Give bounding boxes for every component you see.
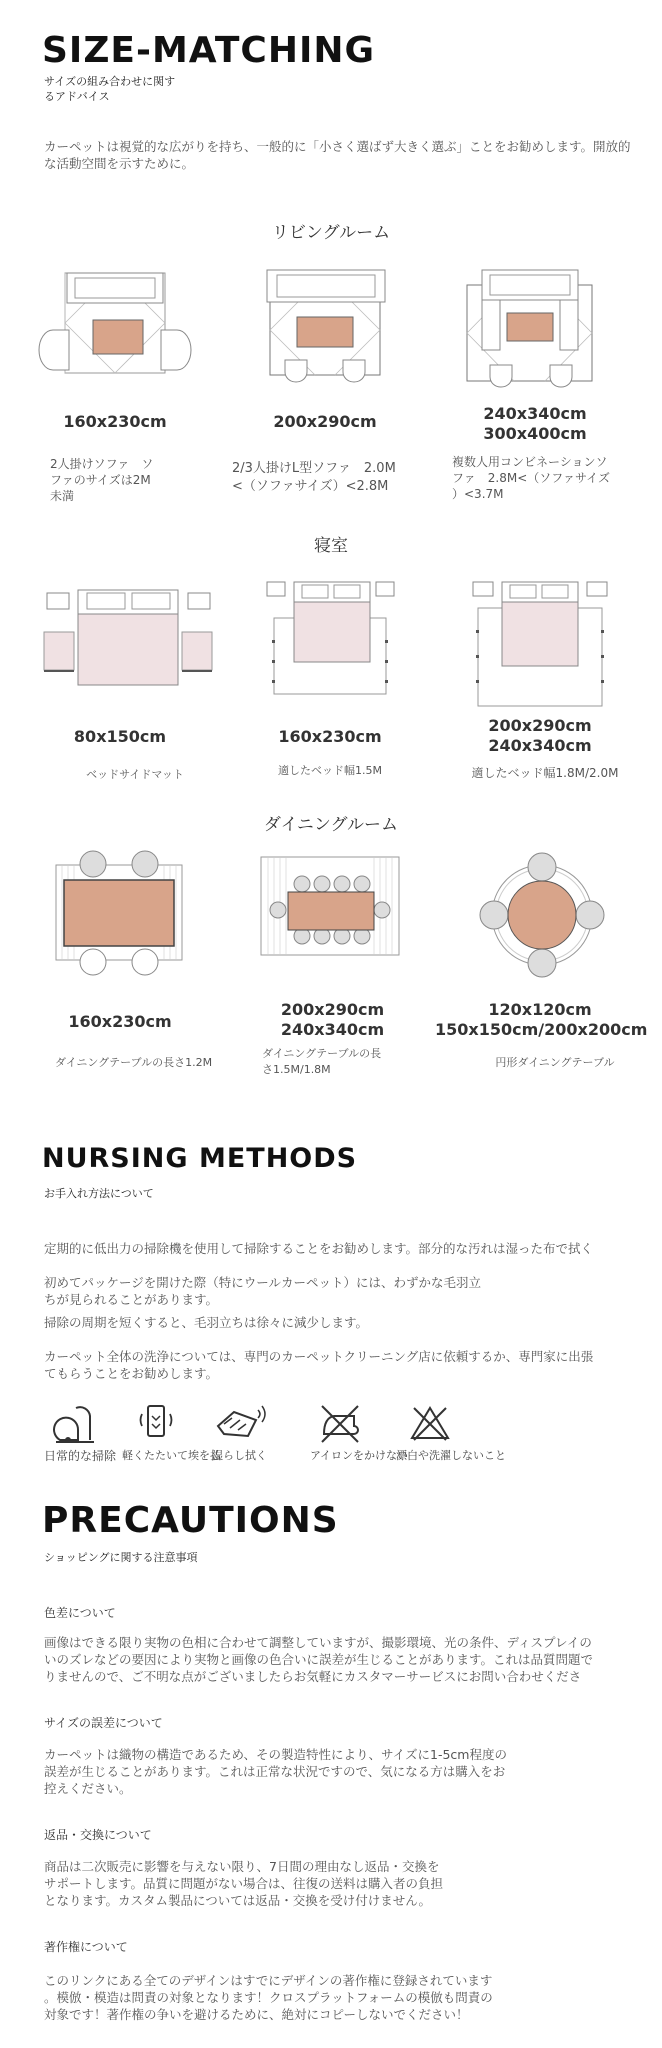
no-iron-label: アイロンをかけない: [310, 1449, 409, 1462]
dining-size-3-b: 150x150cm/200x200cm: [435, 1020, 648, 1039]
bedroom-size-3: [460, 716, 620, 756]
shake-label: 軽くたたいて埃を払: [122, 1449, 221, 1462]
living-size-3-a: 240x340cm: [483, 404, 587, 423]
nursing-paragraph-2: [44, 1274, 662, 1308]
bedroom-size-1: 80x150cm: [73, 727, 167, 746]
living-room-title: リビングルーム: [271, 223, 391, 243]
returns-l1: 商品は二次販売に影響を与えない限り、7日間の理由なし返品・交換を: [44, 1859, 440, 1874]
dining-caption-2-l1: ダイニングテーブルの長: [262, 1047, 382, 1060]
precautions-subtitle: ショッピングに関する注意事項: [44, 1551, 198, 1564]
nursing-title: NURSING METHODS: [42, 1143, 358, 1174]
living-desc-1: [50, 456, 190, 504]
color-diff-l2: いのズレなどの要因により実物と画像の色合いに誤差が生じることがあります。これは品質問題で: [44, 1652, 594, 1667]
size-error-heading: サイズの誤差について: [44, 1716, 163, 1730]
size-error-text: [44, 1746, 662, 1797]
intro-line1: カーペットは視覚的な広がりを持ち、一般的に「小さく選ばず大きく選ぶ」ことをお勧めします。開放的: [44, 139, 631, 154]
living-desc-1-l3: 未満: [50, 489, 75, 503]
no-bleach-label: 漂白や洗濯しないこと: [396, 1449, 506, 1462]
living-desc-3-l3: ）<3.7M: [452, 487, 504, 501]
dining-caption-1: ダイニングテーブルの長さ1.2M: [55, 1056, 213, 1069]
dining-size-3-a: 120x120cm: [488, 1000, 592, 1019]
size-matching-title: SIZE-MATCHING: [42, 30, 376, 71]
living-desc-1-l2: ファのサイズは2M: [50, 473, 151, 487]
living-desc-3-l1: 複数人用コンビネーションソ: [452, 455, 608, 469]
returns-heading: 返品・交換について: [44, 1828, 152, 1842]
dining-illustration-3: [477, 850, 607, 980]
living-size-3: [450, 404, 620, 444]
copyright-l3: 対象です！著作権の争いを避けるために、絶対にコピーしないでください！: [44, 2007, 469, 2022]
size-error-l1: カーペットは織物の構造であるため、その製造特性により、サイズに1-5cm程度の: [44, 1747, 507, 1762]
copyright-l1: このリンクにある全てのデザインはすでにデザインの著作権に登録されています: [44, 1973, 493, 1988]
living-illustration-1: [45, 268, 185, 378]
nursing-paragraph-3: 掃除の周期を短くすると、毛羽立ちは徐々に減少します。: [44, 1315, 369, 1330]
living-illustration-2: [255, 265, 395, 395]
nursing-p2-l1: 初めてパッケージを開けた際（特にウールカーペット）には、わずかな毛羽立: [44, 1275, 482, 1290]
size-error-l2: 誤差が生じることがあります。これは正常な状況ですので、気になる方は購入をお: [44, 1764, 506, 1779]
dining-size-3: [435, 1000, 648, 1040]
living-desc-3: [452, 454, 652, 502]
returns-l3: となります。カスタム製品については返品・交換を受け付けません。: [44, 1893, 432, 1908]
living-desc-1-l1: 2人掛けソファ ソ: [50, 457, 154, 471]
nursing-p4-l2: てもらうことをお勧めします。: [44, 1366, 219, 1381]
nursing-paragraph-4: [44, 1348, 662, 1382]
living-desc-2-l2: <（ソファサイズ）<2.8M: [232, 479, 389, 494]
wipe-icon: [214, 1402, 270, 1442]
living-illustration-3: [462, 265, 602, 395]
size-error-l3: 控えください。: [44, 1781, 132, 1796]
copyright-text: [44, 1972, 662, 2023]
no-bleach-icon: [410, 1404, 450, 1444]
dining-caption-2-l2: さ1.5M/1.8M: [262, 1063, 331, 1076]
nursing-paragraph-1: 定期的に低出力の掃除機を使用して掃除することをお勧めします。部分的な汚れは湿った布で拭く: [44, 1241, 594, 1256]
color-diff-l1: 画像はできる限り実物の色相に合わせて調整していますが、撮影環境、光の条件、ディスプレイの: [44, 1635, 592, 1650]
dining-size-1: 160x230cm: [68, 1012, 172, 1031]
returns-text: [44, 1858, 662, 1909]
dining-room-title: ダイニングルーム: [263, 815, 399, 835]
bedroom-title: 寝室: [314, 536, 348, 556]
living-desc-2: [232, 460, 432, 496]
returns-l2: サポートします。品質に問題がない場合は、往復の送料は購入者の負担: [44, 1876, 444, 1891]
size-matching-intro: [44, 138, 654, 172]
living-desc-3-l2: ファ 2.8M<（ソファサイズ: [452, 471, 611, 485]
color-diff-l3: りませんので、ご不明な点がございましたらお気軽にカスタマーサービスにお問い合わせくださ: [44, 1669, 582, 1684]
dining-caption-3: 円形ダイニングテーブル: [495, 1056, 615, 1069]
bedroom-caption-1: ベッドサイドマット: [86, 768, 184, 781]
nursing-p2-l2: ちが見られることがあります。: [44, 1292, 219, 1307]
bedroom-size-2: 160x230cm: [278, 727, 382, 746]
vacuum-label: 日常的な掃除: [44, 1449, 117, 1463]
living-size-3-b: 300x400cm: [483, 424, 587, 443]
living-size-1: 160x230cm: [63, 412, 167, 431]
bedroom-illustration-2: [264, 580, 394, 700]
bedroom-illustration-3: [470, 580, 610, 710]
dining-size-2-b: 240x340cm: [280, 1020, 385, 1039]
color-difference-text: [44, 1634, 662, 1685]
nursing-p4-l1: カーペット全体の洗浄については、専門のカーペットクリーニング店に依頼するか、専門家に出張: [44, 1349, 594, 1364]
shake-icon: [136, 1402, 176, 1442]
size-matching-subtitle-line2: るアドバイス: [44, 90, 110, 103]
intro-line2: な活動空間を示すために。: [44, 156, 195, 171]
bedroom-caption-3: 適したベッド幅1.8M/2.0M: [471, 766, 619, 780]
wipe-label: 湿らし拭く: [212, 1449, 267, 1462]
dining-illustration-2: [258, 852, 403, 962]
copyright-l2: 。模倣・模造は問責の対象となります！クロスプラットフォームの模倣も問責の: [44, 1990, 493, 2005]
dining-size-2-a: 200x290cm: [280, 1000, 385, 1019]
bedroom-size-3-b: 240x340cm: [488, 736, 592, 755]
color-difference-heading: 色差について: [44, 1606, 116, 1620]
size-matching-subtitle: [44, 74, 175, 104]
nursing-subtitle: お手入れ方法について: [44, 1187, 154, 1200]
living-size-2: 200x290cm: [273, 412, 377, 431]
size-matching-subtitle-line1: サイズの組み合わせに関す: [44, 75, 176, 88]
bedroom-size-3-a: 200x290cm: [488, 716, 592, 735]
precautions-title: PRECAUTIONS: [42, 1500, 339, 1541]
bedroom-illustration-1: [42, 580, 207, 690]
copyright-heading: 著作権について: [44, 1940, 128, 1954]
dining-illustration-1: [50, 850, 190, 975]
dining-caption-2: [262, 1046, 422, 1078]
no-iron-icon: [320, 1404, 360, 1444]
living-desc-2-l1: 2/3人掛けL型ソファ 2.0M: [232, 461, 396, 476]
dining-size-2: [250, 1000, 415, 1040]
bedroom-caption-2: 適したベッド幅1.5M: [278, 764, 382, 777]
vacuum-icon: [52, 1402, 96, 1446]
